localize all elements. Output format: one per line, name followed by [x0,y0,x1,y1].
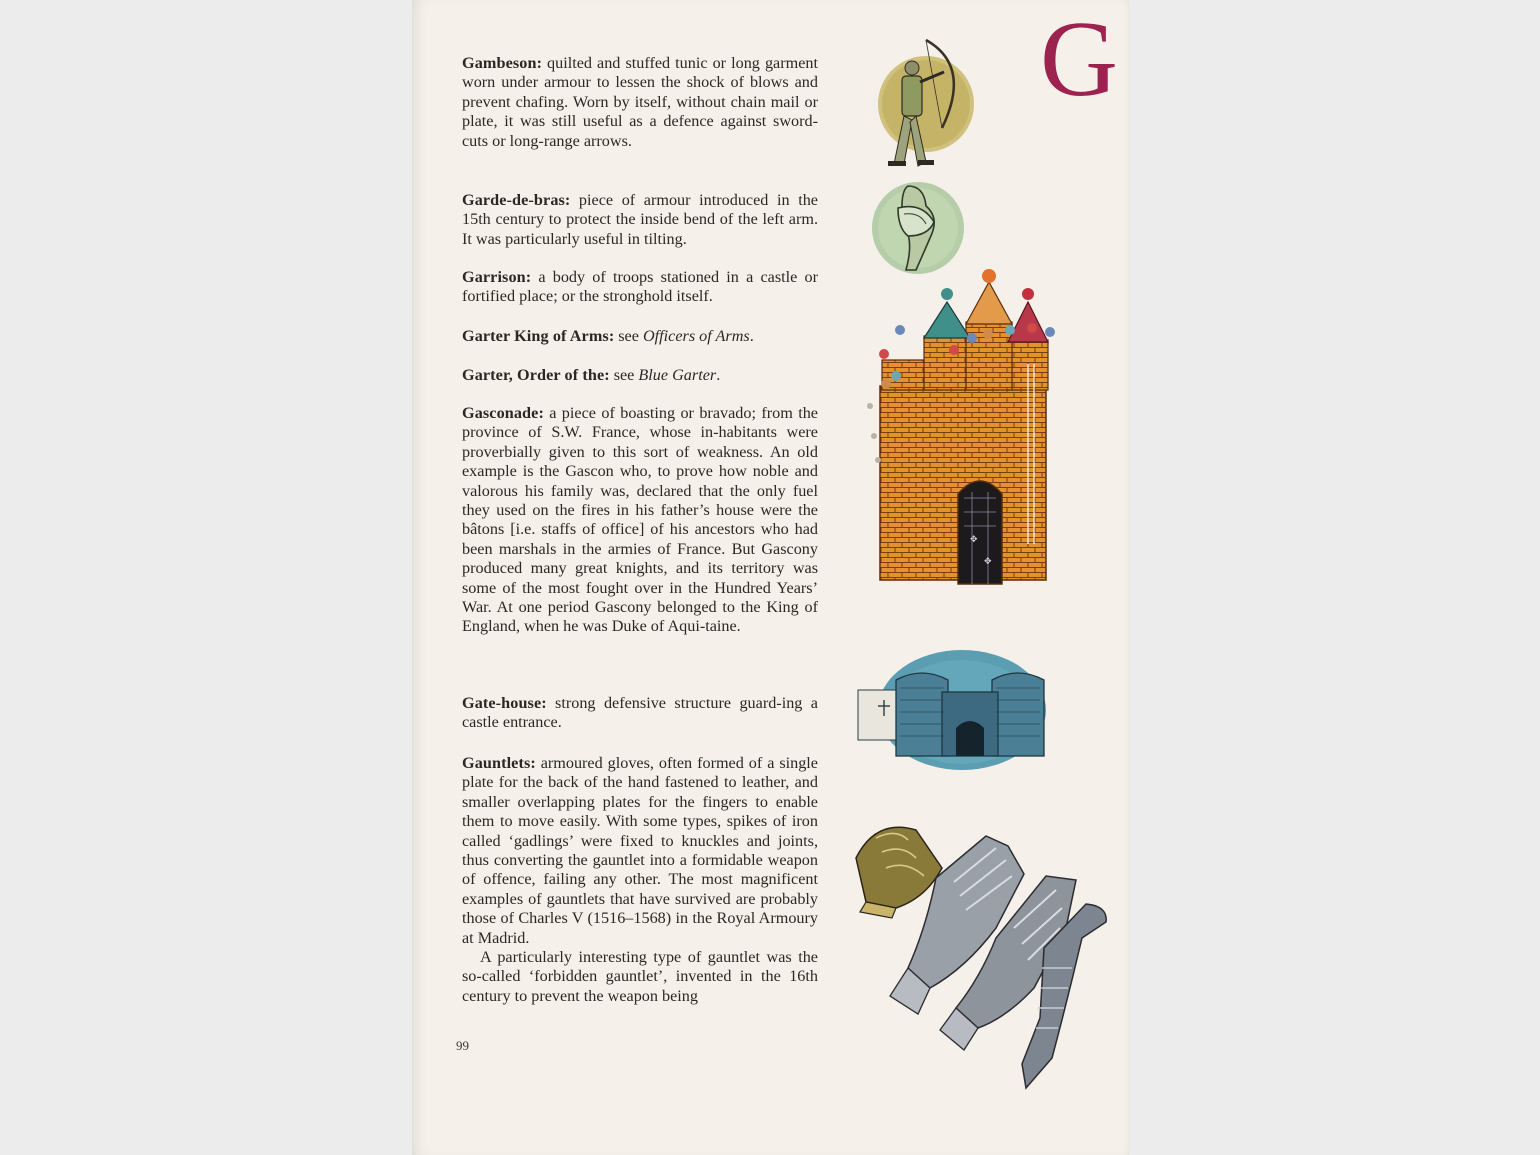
entry-gasconade: Gasconade: a piece of boasting or bravado; from the province of S.W. France, whose in-habitants were proverbially given to this sort of weakness. An old example is the Gascon who, to prove how noble and valorous his family was, declared that the only fuel they used on the fires in his father’s house were the bâtons [i.e. staffs of office] of his ancestors who had been marshals in the armies of France. But Gascony produced many great knights, and its territory was some of the most fought over in the Hundred Years’ War. At one period Gascony belonged to the King of England, when he was Duke of Aqui-taine. [462,404,818,636]
cross-reference: Officers of Arms [642,327,750,345]
entry-term: Gauntlets [462,754,531,772]
entry-garde-de-bras: Garde-de-bras: piece of armour introduced in the 15th century to protect the inside bend of the left arm. It was particularly useful in tilting. [462,191,818,248]
entry-text: see [614,327,643,345]
svg-text:✥: ✥ [970,535,978,545]
svg-text:✥: ✥ [984,557,992,567]
entry-term: Garter King of Arms [462,327,609,345]
entry-text: quilted and stuffed tunic or long garment worn under armour to lessen the shock of blows and prevent chafing. Worn by itself, without chain mail or plate, it was still useful as a defence against sword-cuts or long-range arrows. [462,54,818,150]
gauntlets-illustration [846,818,1114,1102]
cross-reference: Blue Garter [638,366,717,384]
entry-term: Garter, Order of the [462,366,605,384]
entry-text: see [609,366,639,384]
entry-term: Garrison [462,268,526,286]
book-page [412,0,1129,1155]
entry-text: piece of armour introduced in the 15th century to protect the inside bend of the left arm. It was particularly useful in tilting. [462,191,818,248]
section-letter: G [1040,0,1118,119]
entry-text: armoured gloves, often formed of a single plate for the back of the hand fastened to leather, and smaller overlapping plates for the fingers to enable them to move easily. With some types, spikes of iron called ‘gadlings’ were fixed to knuckles and joints, thus converting the gauntlet into a formidable weapon of offence, failing any other. The most magnificent examples of gauntlets that have survived are probably those of Charles V (1516–1568) in the Royal Armoury at Madrid. [462,754,818,947]
garde-de-bras-illustration [868,178,968,278]
entry-text: a body of troops stationed in a castle or fortified place; or the stronghold itself. [462,268,818,306]
entry-term: Gasconade [462,404,539,422]
entry-term: Gambeson [462,54,537,72]
entry-garrison: Garrison: a body of troops stationed in a castle or fortified place; or the stronghold itself. [462,268,818,306]
entry-gambeson: Gambeson: quilted and stuffed tunic or long garment worn under armour to lessen the shock of blows and prevent chafing. Worn by itself, without chain mail or plate, it was still useful as a defence against sword-cuts or long-range arrows. [462,54,818,150]
entry-term: Garde-de-bras [462,191,565,209]
entry-text: strong defensive structure guard-ing a castle entrance. [462,694,818,732]
gate-house-illustration [850,640,1054,776]
entry-text: a piece of boasting or bravado; from the province of S.W. France, whose in-habitants were proverbially given to this sort of weakness. An old example is the Gascon who, to prove how noble and valorous his family was, declared that the only fuel they used on the fires in his father’s house were the bâtons [i.e. staffs of office] of his ancestors who had been marshals in the armies of France. But Gascony produced many great knights, and its territory was some of the most fought over in the Hundred Years’ War. At one period Gascony belonged to the King of England, when he was Duke of Aqui-taine. [462,404,818,636]
entry-garter-order-of-the: Garter, Order of the: see Blue Garter. [462,366,721,384]
entry-gate-house: Gate-house: strong defensive structure guard-ing a castle entrance. [462,694,818,732]
entry-garter-king-of-arms: Garter King of Arms: see Officers of Arms. [462,327,754,345]
entry-gauntlets: Gauntlets: armoured gloves, often formed of a single plate for the back of the hand fastened to leather, and smaller overlapping plates for the fingers to enable them to move easily. With some types, spikes of iron called ‘gadlings’ were fixed to knuckles and joints, thus converting the gauntlet into a formidable weapon of offence, failing any other. The most magnificent examples of gauntlets that have survived are probably those of Charles V (1516–1568) in the Royal Armoury at Madrid. A particularly interesting type of gauntlet was the so-called ‘forbidden gauntlet’, invented in the 16th century to prevent the weapon being [462,754,818,1005]
entry-continuation: A particularly interesting type of gauntlet was the so-called ‘forbidden gauntlet’, invented in the 16th century to prevent the weapon being [462,948,818,1005]
archer-illustration [874,36,984,178]
entry-term: Gate-house [462,694,542,712]
page-number: 99 [456,1038,469,1053]
garrison-castle-illustration [860,268,1084,586]
